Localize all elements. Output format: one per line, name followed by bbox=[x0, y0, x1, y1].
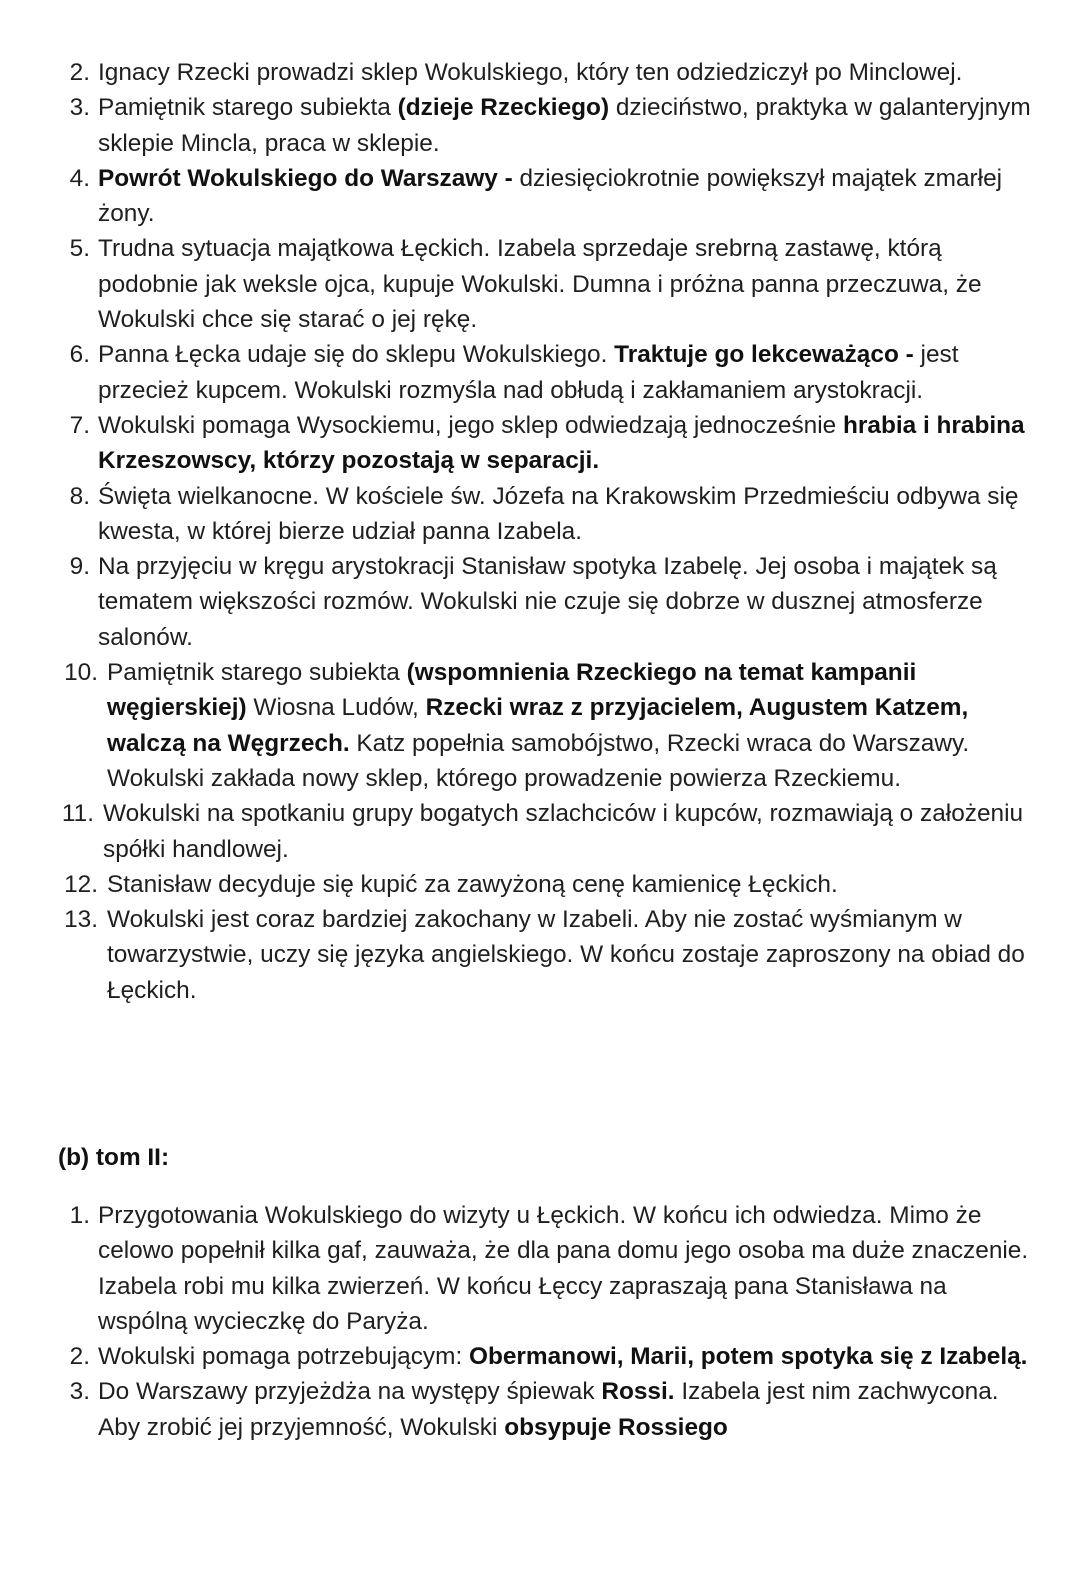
item-text: jest przecież kupcem. Wokulski rozmyśla nad obłudą i zakłamaniem arystokracji. bbox=[98, 341, 959, 404]
item-number: 8. bbox=[69, 482, 90, 510]
item-number: 11. bbox=[61, 800, 94, 828]
item-text-bold: Traktuje go lekceważąco - bbox=[614, 341, 914, 369]
item-number: 5. bbox=[69, 235, 90, 263]
item-text: Wokulski na spotkaniu grupy bogatych szlachciców i kupców, rozmawiają o założeniu spółki handlowej. bbox=[103, 800, 1024, 863]
item-text-bold: Rossi. bbox=[601, 1378, 675, 1406]
item-text: Wokulski pomaga Wysockiemu, jego sklep odwiedzają jednocześnie bbox=[98, 411, 843, 439]
item-number: 10. bbox=[64, 659, 98, 687]
list-item bbox=[0, 1374, 1080, 1445]
list-item bbox=[0, 902, 1080, 1008]
item-text: dziesięciokrotnie powiększył majątek zmarłej żony. bbox=[98, 164, 1003, 228]
section-heading-volume-2: (b) tom II: bbox=[58, 1144, 170, 1171]
item-text-bold: Obermanowi, Marii, potem spotyka się z Izabelą. bbox=[469, 1343, 1028, 1371]
list-item bbox=[0, 408, 1080, 479]
item-text: Katz popełnia samobójstwo, Rzecki wraca do Warszawy. Wokulski zakłada nowy sklep, którego prowadzenie powierza Rzeckiemu. bbox=[107, 729, 970, 792]
item-number: 3. bbox=[69, 94, 90, 122]
item-text-bold: hrabia i hrabina Krzeszowscy, którzy pozostają w separacji. bbox=[98, 411, 1025, 475]
item-text: dzieciństwo, praktyka w galanteryjnym sklepie Mincla, praca w sklepie. bbox=[98, 94, 1031, 157]
item-text: Pamiętnik starego subiekta bbox=[98, 94, 398, 122]
list-item bbox=[0, 55, 1080, 90]
item-number: 3. bbox=[69, 1378, 90, 1406]
item-text-bold: (wspomnienia Rzeckiego na temat kampanii węgierskiej) bbox=[107, 659, 917, 722]
summary-list-volume-1 bbox=[0, 55, 1080, 1008]
item-text: Stanisław decyduje się kupić za zawyżoną cenę kamienicę Łęckich. bbox=[107, 870, 838, 898]
item-text: Święta wielkanocne. W kościele św. Józefa na Krakowskim Przedmieściu odbywa się kwesta, w której bierze udział panna Izabela. bbox=[98, 482, 1019, 545]
item-text: Na przyjęciu w kręgu arystokracji Stanisław spotyka Izabelę. Jej osoba i majątek są tematem większości rozmów. Wokulski nie czuje się dobrze w dusznej atmosferze salonów. bbox=[98, 553, 997, 651]
item-text: Trudna sytuacja majątkowa Łęckich. Izabela sprzedaje srebrną zastawę, którą podobnie jak weksle ojca, kupuje Wokulski. Dumna i próżna panna przeczuwa, że Wokulski chce się starać o jej rękę. bbox=[98, 235, 982, 334]
item-text: Przygotowania Wokulskiego do wizyty u Łęckich. W końcu ich odwiedza. Mimo że celowo popełnił kilka gaf, zauważa, że dla pana domu jego osoba ma duże znaczenie. Izabela robi mu kilka zwierzeń. W końcu Łęccy zapraszają pana Stanisława na wspólną wycieczkę do Paryża. bbox=[98, 1202, 1029, 1335]
item-number: 2. bbox=[69, 1343, 90, 1371]
list-item bbox=[0, 337, 1080, 408]
list-item bbox=[0, 867, 1080, 902]
item-text: Panna Łęcka udaje się do sklepu Wokulskiego. bbox=[98, 341, 615, 369]
item-text-bold: obsypuje Rossiego bbox=[504, 1413, 728, 1441]
list-item bbox=[0, 231, 1080, 337]
item-text: Wiosna Ludów, bbox=[246, 694, 426, 722]
item-text: Wokulski pomaga potrzebującym: bbox=[98, 1343, 469, 1371]
item-text: Pamiętnik starego subiekta bbox=[107, 659, 407, 687]
list-item bbox=[0, 655, 1080, 796]
list-item bbox=[0, 479, 1080, 550]
item-number: 2. bbox=[69, 59, 90, 86]
item-text: Do Warszawy przyjeżdża na występy śpiewak bbox=[98, 1378, 602, 1406]
item-number: 7. bbox=[69, 411, 90, 439]
item-text: Wokulski jest coraz bardziej zakochany w Izabeli. Aby nie zostać wyśmianym w towarzystwie, uczy się języka angielskiego. W końcu zostaje zaproszony na obiad do Łęckich. bbox=[107, 906, 1025, 1004]
item-number: 6. bbox=[69, 341, 90, 369]
item-text: Ignacy Rzecki prowadzi sklep Wokulskiego, który ten odziedziczył po Minclowej. bbox=[98, 59, 963, 86]
item-text-bold: Powrót Wokulskiego do Warszawy - bbox=[98, 164, 513, 192]
item-number: 9. bbox=[69, 553, 90, 581]
list-item bbox=[0, 1339, 1080, 1374]
item-number: 12. bbox=[64, 870, 98, 898]
item-number: 13. bbox=[64, 906, 98, 934]
summary-list-volume-2 bbox=[0, 1198, 1080, 1445]
item-text: Izabela jest nim zachwycona. Aby zrobić jej przyjemność, Wokulski bbox=[98, 1378, 999, 1441]
list-item bbox=[0, 796, 1080, 867]
list-item bbox=[0, 549, 1080, 655]
item-text-bold: (dzieje Rzeckiego) bbox=[397, 94, 610, 122]
item-number: 4. bbox=[69, 164, 90, 192]
item-text-bold: Rzecki wraz z przyjacielem, Augustem Katzem, walczą na Węgrzech. bbox=[107, 694, 969, 757]
list-item bbox=[0, 1198, 1080, 1339]
list-item bbox=[0, 161, 1080, 232]
list-item bbox=[0, 90, 1080, 161]
item-number: 1. bbox=[69, 1202, 90, 1229]
